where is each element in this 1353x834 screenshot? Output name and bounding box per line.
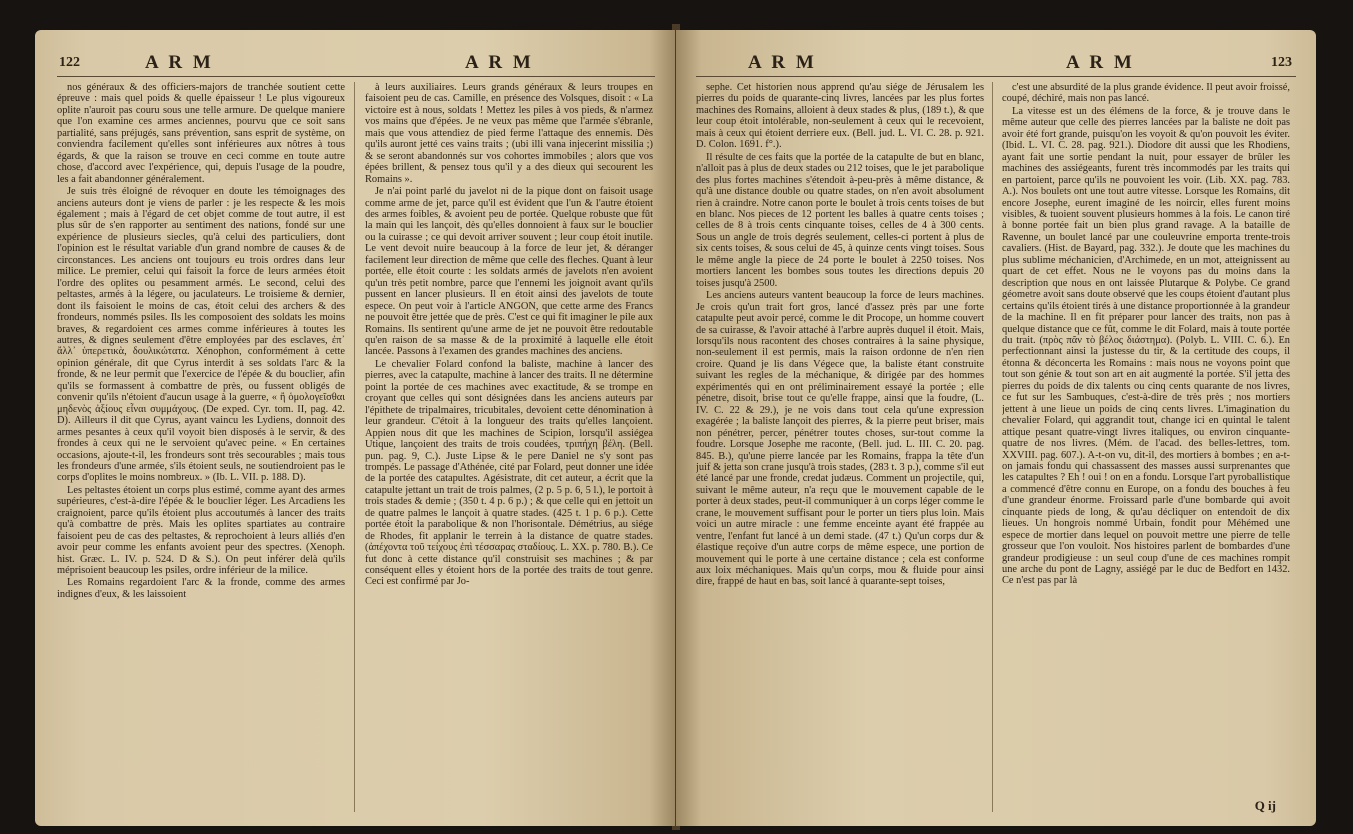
right-head-title-1: A R M — [748, 52, 817, 73]
left-page-number: 122 — [59, 55, 80, 70]
left-head-title-1: A R M — [145, 52, 214, 73]
right-column-1 — [696, 82, 984, 812]
left-column-1 — [57, 82, 345, 812]
right-head-title-2: A R M — [1066, 52, 1135, 73]
paragraph: Il résulte de ces faits que la portée de la catapulte de but en blanc, n'alloit pas à plus de deux stades ou 212 toises, que le jet parabolique des plus fortes machines s'étendoit à-peu-près à même distance, & qu'à une distance double ou quatre stades, on n'en avoit absolument rien à craindre. Notre canon porte le boulet à trois cents toises de but en blanc. Nos pieces de 12 portent les balles à quatre cents toises ; celles de 8 à trois cents cinquante toises, celles de 4 à 300 cents. Sous un angle de trois degrés seulement, celles-ci portent à plus de six cents toises, & sous celui de 45, à quinze cents vingt toises. Sous le même angle la piece de 24 porte le boulet à 2250 toises. Nos mortiers lancent les bombes sous toutes les directions depuis 20 toises jusqu'à 2500. — [696, 151, 984, 289]
paragraph: Le chevalier Folard confond la baliste, machine à lancer des pierres, avec la catapulte, machine à lancer des traits. Il ne détermine point la portée de ces machines avec exactitude, & se trompe en croyant que celles qui sont désignées dans les anciens auteurs par l'épithete de tripalmaires, tricubitales, devoient cette dénomination à leur grandeur. C'étoit à la longueur des traits qu'elles lançoient. Appien nous dit que les machines de Scipion, lorsqu'il assiégea Utique, lançoient des traits de trois coudées, τριπήχη βέλη. (Bell. pun. pag. 9, C.). Juste Lipse & le pere Daniel ne s'y sont pas trompés. Le passage d'Athénée, cité par Folard, peut donner une idée de la portée des catapultes. Agésistrate, dit cet auteur, a écrit que la catapulte jettant un trait de trois palmes, (2 p. 5 p. 6, 5 l.), le portoit à trois stades & demie ; (350 t. 4 p. 6 p.) ; & que celle qui en jettoit un de quatre palmes le lançoit à quatre stades. (425 t. 1 p. 6 p.). Cette portée étoit la parabolique & non l'horisontale. Démétrius, au siége de Rhodes, fit applanir le terrein à la distance de quatre stades. (ἀπέχοντα τοῦ τείχους ἐπὶ τέσσαρας σταδίους. L. XX. p. 780. B.). Ce fut donc à cette distance qu'il construisit ses machines ; & par conséquent elles y étoient hors de la portée des traits de tout genre. Ceci est confirmé par Jo- — [365, 358, 653, 588]
right-page — [676, 30, 1316, 826]
left-page — [35, 30, 675, 826]
paragraph: Les anciens auteurs vantent beaucoup la force de leurs machines. Je crois qu'un trait fort gros, lancé d'assez près par une forte catapulte peut avoir percé, comme le dit Procope, un homme couvert de sa cuirasse, & l'avoir attaché à l'arbre auprès duquel il étoit. Mais, lorsqu'ils nous racontent des choses contraires à la saine physique, non-seulement il est permis, mais la raison ordonne de n'en rien croire. Quand je lis dans Végece que, la baliste étant construite suivant les regles de la méchanique, & dirigée par des hommes expérimentés qui en ont préliminairement essayé la portée ; elle pénetre, disoit, brise tout ce qu'elle frappe, ainsi que la foudre, (L. IV. C. 22 & 29.), je ne vois dans tout cela qu'une expression exagérée ; la baliste lançoit des pierres, & la pierre peut briser, mais non pénétrer, percer, pénétrer toutes choses, sur-tout comme la foudre. Lorsque Josephe me raconte, (Bell. jud. L. III. C. 20. pag. 845. B.), qu'une pierre lancée par les Romains, frappa la tête d'un juif & jetta son crane jusqu'à trois stades, (283 t. 3 p.), comme s'il eut été lancé par une fronde, credat judæus. Comment un projectile, qui, suivant le même auteur, n'a reçu que le mouvement capable de le porter à deux stades, peut-il communiquer à un corps léger comme le crane, le mouvement suffisant pour le porter un tiers plus loin. Mais voici un autre miracle : une femme enceinte ayant été frappée au ventre, l'enfant fut lancé à un demi stade. (47 t.) Qu'un corps dur & élastique reçoive d'un autre corps de même espece, une portion de mouvement qui le porte à une certaine distance ; cela est conforme aux loix méchaniques. Mais qu'un corps, mou & fluide pour ainsi dire, frappé de haut en bas, soit lancé à quarante-sept toises, — [696, 290, 984, 588]
right-page-number: 123 — [1271, 55, 1292, 70]
left-column-2 — [365, 82, 653, 812]
paragraph: Je n'ai point parlé du javelot ni de la pique dont on faisoit usage comme arme de jet, parce qu'il est évident que l'un & l'autre étoient des armes foibles, & avoient peu de portée. Quelque robuste que fût la main qui les lançoit, dès qu'elles donnoient à faux sur le bouclier ou la cuirasse ; ce qui devoit arriver souvent ; leur coup étoit inutile. Le vent devoit nuire beaucoup à la force de leur jet, & déranger facilement leur direction de même que celle des fleches. Quant à leur portée, elle étoit courte : les soldats armés de javelots n'en avoient qu'un très petit nombre, parce que l'ennemi les joignoit avant qu'ils pussent en lancer plusieurs. Il en étoit ainsi des javelots de toute espece. On peut voir à l'article ANGON, que cette arme des Francs ne pouvoit être jettée que de près. C'est ce qui fit imaginer le pile aux Romains. Ils sentirent qu'une arme de jet ne pouvoit être redoutable qu'en raison de sa masse & de la proximité à laquelle elle étoit lancée. Passons à l'examen des grandes machines des anciens. — [365, 186, 653, 358]
paragraph: sephe. Cet historien nous apprend qu'au siége de Jérusalem les pierres du poids de quarante-cinq livres, lancées par les plus fortes machines des Romains, alloient à deux stades & plus, (189 t.), & que leur coup étoit intolérable, non-seulement à ceux qui le recevoient, mais à ceux qui étoient derriere eux. (Bell. jud. L. VI. C. 28. p. 921. D. Colon. 1691. f°.). — [696, 82, 984, 151]
paragraph: c'est une absurdité de la plus grande évidence. Il peut avoir froissé, coupé, déchiré, mais non pas lancé. — [1002, 82, 1290, 105]
paragraph: Je suis très éloigné de révoquer en doute les témoignages des anciens auteurs dont je viens de parler : je les respecte & les mois également ; mais à l'égard de cet objet comme de tout autre, il est plus sûr de s'en rapporter au sentiment des nations, fondé sur une expérience de plusieurs siecles, qu'à celui des particuliers, dont l'opinion est le résultat variable d'un grand nombre de causes & de circonstances. Les anciens ont toujours eu trois ordres dans leur milice. Le premier, celui qui faisoit la force de leurs armées étoit l'ordre des oplites ou pesamment armés. Le second, celui des peltastes, armés à la légere, ou jaculateurs. Le troisieme & dernier, dont ils faisoient le moins de cas, étoit celui des archers & des frondeurs, nommés psiles. Ils les composoient des soldats les moins braves, & regardoient ces armes comme inférieures à toutes les autres, & dignes seulement d'être employées par des esclaves, ἐπ᾽ ἄλλ᾽ ὑπερετικὰ, δουλικώτατα. Xénophon, conformément à cette opinion générale, dit que Cyrus interdit à ses soldats l'arc & la fronde, & ne leur permit que l'exercice de l'épée & du bouclier, afin qu'ils se formassent à combattre de près, ou fussent obligés de convenir qu'ils n'étoient d'aucun usage à la guerre, « ἢ ὁμολογεῖσθαι μηδενὸς ἀξίους εἶναι συμμάχους. (De exped. Cyr. tom. II, pag. 42. D). Ailleurs il dit que Cyrus, ayant vaincu les Lydiens, donnoit des armes pesantes à ceux qu'il voyoit bien disposés à le servir, & des frondes à ceux qui ne le servoient qu'avec peine. « En certaines occasions, ajoute-t-il, les frondeurs sont très secourables ; mais tous les frondeurs d'une armée, s'ils étoient seuls, ne soutiendroient pas le corps d'oplites le moins nombreux. » (Ib. L. VII. p. 188. D). — [57, 186, 345, 484]
signature-mark: Q ij — [1254, 798, 1276, 813]
right-head-rule — [696, 76, 1296, 77]
right-running-head — [676, 52, 1316, 74]
right-column-2 — [1002, 82, 1290, 812]
left-head-rule — [57, 76, 655, 77]
paragraph: nos généraux & des officiers-majors de tranchée soutient cette épreuve : mais quel poids & quelle épaisseur ! Le plus vigoureux oplite n'auroit pas couru sous une telle armure. De quelque maniere que l'on examine ces armes anciennes, pourvu que ce soit sans partialité, sans préjugés, sans prévention, sans esprit de système, on conviendra facilement qu'elles sont inférieures aux nôtres à tous égards, & que la raison se trouve en ceci comme en toute autre chose, d'accord avec l'expérience, qui, depuis l'usage de la poudre, les a fait abandonner généralement. — [57, 82, 345, 185]
right-column-divider — [992, 82, 993, 812]
left-column-divider — [354, 82, 355, 812]
left-running-head — [35, 52, 675, 74]
left-head-title-2: A R M — [465, 52, 534, 73]
paragraph: La vitesse est un des élémens de la force, & je trouve dans le même auteur que celle des pierres lancées par la baliste ne doit pas avoir été fort grande, puisqu'on les voyoit & qu'on pouvoit les éviter. (Ibid. L. VI. C. 28. pag. 921.). Diodore dit aussi que les Rhodiens, ayant fait une sortie pendant la nuit, pour essayer de brûler les machines des assiégeants, furent très incommodés par les traits qui en partoient, parce qu'ils ne pouvoient les voir. (Lib. XX. pag. 783. A.). Nos boulets ont une tout autre vitesse. Lorsque les Romains, dit encore Josephe, eurent imaginé de les noircir, elles furent moins visibles, & tuoient souvent plusieurs hommes à la fois. Le canon tiré à bonne portée fait un bien plus grand ravage. A la bataille de Ravenne, un boulet lancé par une couleuvrine emporta trente-trois cavaliers. (Hist. de Bayard, pag. 332.). Je doute que les machines du plus sublime méchanicien, d'Archimede, en un mot, atteignissent au quart de cet effet. Nous ne le voyons pas du moins dans la description que nous en ont laissée Plutarque & Polybe. Ce grand géometre avoit sans doute observé que les coups étoient d'autant plus certains qu'ils étoient tirés à une distance proportionnée à la grandeur de la machine. Il en fit préparer pour lancer des traits, non pas à quelque distance que ce fût, comme le dit Folard, mais à toute portée du trait. (πρὸς πᾶν τὸ βέλος διάστημα). (Polyb. L. VIII. C. 6.). En perfectionnant ainsi la justesse du tir, & la certitude des coups, il étonna & déconcerta les Romains : mais nous ne voyons point que tout son génie & tout son art en ait augmenté la portée. S'il jetta des pierres du poids de dix talents ou cinq cents quarante de nos livres, ce fut sur les Sambuques, c'est-à-dire de très près ; nos mortiers jettent à une lieue un poids de cinq cents livres. L'imagination du chevalier Folard, qui aggrandit tout, change ici en quintal le talent attique pesant quatre-vingt livres italiques, ou environ cinquante-quatre de nos livres. (Mém. de l'acad. des belles-lettres, tom. XXVIII. pag. 607.). A-t-on vu, dit-il, des mortiers à bombes ; en a-t-on jamais fondu qui chassassent des masses aussi surprenantes que les catapultes ? Eh ! oui ! on en a fondu. Lorsque l'art pyroballistique a commencé d'être connu en Europe, on a fondu des bouches à feu d'une grandeur énorme. Froissard parle d'une bombarde qui avoit cinquante pieds de long, & qu'au décliquer on entendoit de dix lieues. Un hongrois nommé Urbain, fondit pour Méhémed une espece de mortier dans lequel on pouvoit mettre une pierre de telle grosseur que l'on vouloit. Nos histoires parlent de bombardes d'une grandeur prodigieuse : un seul coup d'une de ces machines rompit une arche du pont de Lagny, assiégé par le duc de Bedfort en 1432. Ce n'est pas par là — [1002, 105, 1290, 587]
paragraph: Les peltastes étoient un corps plus estimé, comme ayant des armes supérieures, c'est-à-dire l'épée & le bouclier léger. Les Arcadiens les craignoient, parce qu'ils étoient plus accoutumés à lancer des traits qu'à combattre de près. Mais les oplites spartiates au contraire faisoient peu de cas des peltastes, & reprochoient à leurs alliés d'en avoir peur comme les enfants avoient peur des spectres. (Xenoph. hist. Græc. L. IV. p. 524. D & S.). On peut inférer delà qu'ils méprisoient beaucoup les psiles, ordre inférieur de la milice. — [57, 484, 345, 577]
paragraph: à leurs auxiliaires. Leurs grands généraux & leurs troupes en faisoient peu de cas. Camille, en présence des Volsques, disoit : « La victoire est à nous, soldats ! Mettez les piles à vos pieds, & n'armez vos mains que d'épées. Je ne veux pas même que l'armée s'ébranle, mais que vous attendiez de pied ferme l'attaque des ennemis. Dès qu'ils auront jetté ces vains traits ; (ubi illi vana injecerint missilia ;) & se seront abandonnés sur vos cohortes immobiles ; alors que vos épées brillent, & pensez tous qu'il y a des dieux qui secourent les Romains ». — [365, 82, 653, 185]
paragraph: Les Romains regardoient l'arc & la fronde, comme des armes indignes d'eux, & les laissoient — [57, 577, 345, 600]
